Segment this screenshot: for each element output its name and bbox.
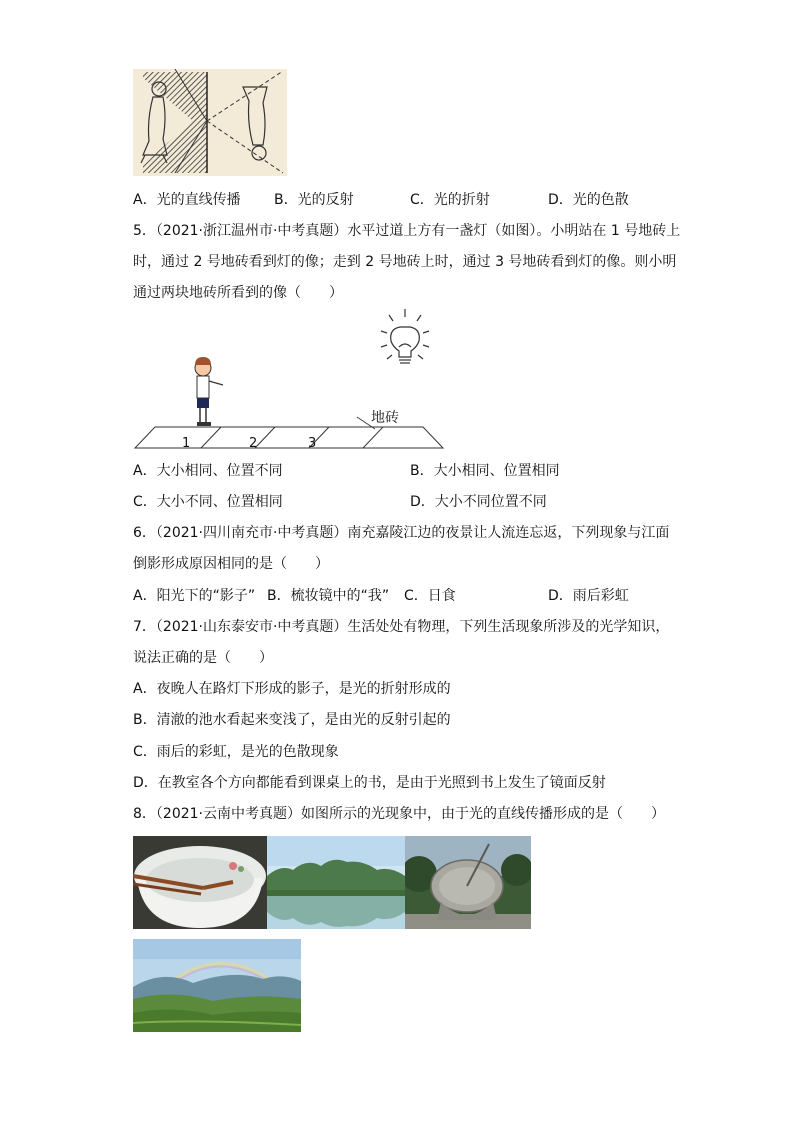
boy-icon: [195, 357, 223, 426]
q5-option-a[interactable]: A．大小相同、位置不同: [133, 463, 283, 479]
q5-stem-line-1: 5．（2021·浙江温州市·中考真题）水平过道上方有一盏灯（如图）。小明站在 1 号地砖上: [133, 223, 681, 239]
q4-option-a[interactable]: A．光的直线传播: [133, 192, 241, 208]
q7-stem-line-2: 说法正确的是（ ）: [133, 650, 273, 666]
q7-option-a[interactable]: A．夜晚人在路灯下形成的影子，是光的折射形成的: [133, 681, 451, 697]
q5-option-b[interactable]: B．大小相同、位置相同: [410, 463, 560, 479]
chopsticks-bowl-photo: [133, 836, 267, 929]
tile-label: 地砖: [371, 410, 399, 426]
mountain-reflection-photo: [267, 836, 405, 929]
q4-option-c[interactable]: C．光的折射: [410, 192, 490, 208]
q8-stem-line-1: 8．（2021·云南中考真题）如图所示的光现象中，由于光的直线传播形成的是（ ）: [133, 806, 665, 822]
tile-number-3: 3: [308, 436, 317, 451]
mirror-figure: [133, 69, 287, 176]
q5-option-c[interactable]: C．大小不同、位置相同: [133, 494, 283, 510]
q7-option-c[interactable]: C．雨后的彩虹，是光的色散现象: [133, 744, 339, 760]
q4-option-b[interactable]: B．光的反射: [274, 192, 354, 208]
light-bulb-icon: [381, 309, 429, 363]
q7-option-b[interactable]: B．清澈的池水看起来变浅了，是由光的反射引起的: [133, 712, 451, 728]
q6-stem-line-2: 倒影形成原因相同的是（ ）: [133, 556, 329, 572]
q4-option-d[interactable]: D．光的色散: [548, 192, 629, 208]
lamp-floor-figure: [133, 305, 453, 455]
q6-option-d[interactable]: D．雨后彩虹: [548, 588, 629, 604]
q6-option-a[interactable]: A．阳光下的“影子”: [133, 588, 256, 604]
tile-number-1: 1: [182, 436, 191, 451]
q6-option-b[interactable]: B．梳妆镜中的“我”: [267, 588, 390, 604]
sundial-photo: [405, 836, 531, 929]
rainbow-valley-photo: [133, 939, 301, 1032]
q5-option-d[interactable]: D．大小不同位置不同: [410, 494, 547, 510]
q6-option-c[interactable]: C．日食: [404, 588, 456, 604]
q7-stem-line-1: 7．（2021·山东泰安市·中考真题）生活处处有物理，下列生活现象所涉及的光学知识，: [133, 619, 670, 635]
q7-option-d[interactable]: D．在教室各个方向都能看到课桌上的书，是由于光照到书上发生了镜面反射: [133, 775, 606, 791]
q5-stem-line-3: 通过两块地砖所看到的像（ ）: [133, 285, 343, 301]
tile-number-2: 2: [249, 436, 258, 451]
q6-stem-line-1: 6．（2021·四川南充市·中考真题）南充嘉陵江边的夜景让人流连忘返，下列现象与江面: [133, 525, 670, 541]
q5-stem-line-2: 时，通过 2 号地砖看到灯的像；走到 2 号地砖上时，通过 3 号地砖看到灯的像。则小明: [133, 254, 677, 270]
